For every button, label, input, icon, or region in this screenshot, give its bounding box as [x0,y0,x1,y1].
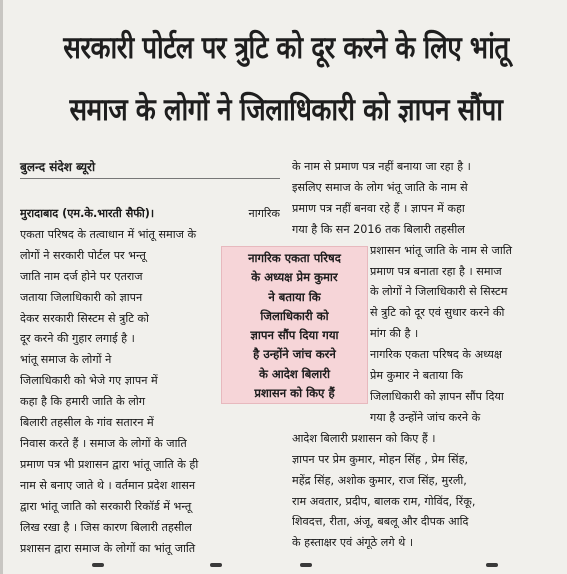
text-line: लोगों ने सरकारी पोर्टल पर भन्तू [20,248,146,262]
text-line: भांतू समाज के लोगों ने [20,353,112,367]
cropped-text-fragment [300,563,312,567]
dateline: मुरादाबाद (एम.के.भारती सैफी)। [20,207,155,220]
text-line: जिलाधिकारी को ज्ञापन सौंप दिया [370,389,504,403]
byline: बुलन्द संदेश ब्यूरो [20,160,96,174]
text-line: लिख रखा है । जिस कारण बिलारी तहसील [20,520,192,534]
text-line: एकता परिषद के तत्वाधान में भांतू समाज के [20,227,197,241]
cropped-text-fragment [210,563,222,567]
text-line: जताया जिलाधिकारी को ज्ञापन [20,290,143,304]
text-line: नागरिक एकता परिषद के अध्यक्ष [370,348,502,362]
text-line: से त्रुटि को दूर एवं सुधार करने की [370,306,505,320]
headline-line-1: सरकारी पोर्टल पर त्रुटि को दूर करने के लिए भांतू [63,30,509,66]
text-line: कहा है कि हमारी जाति के लोग [20,395,146,409]
cropped-text-fragment [92,563,104,567]
text-line: महेंद्र सिंह, अशोक कुमार, राज सिंह, मुरली, [292,473,467,487]
text-line: देकर सरकारी सिस्टम से त्रुटि को [20,311,149,325]
text-line: प्रशासन भांतू जाति के नाम से जाति [370,243,513,257]
text-line: निवास करते हैं । समाज के लोगों के जाति [20,436,187,450]
pull-quote-line: प्रशासन को किए हैं [254,386,335,401]
text-line: प्रशासन द्वारा समाज के लोगों का भांतू जाति [20,541,196,555]
byline-rule [20,178,280,179]
text-line: के नाम से प्रमाण पत्र नहीं बनाया जा रहा है । [292,160,471,173]
text-line: आदेश बिलारी प्रशासन को किए हैं । [292,431,436,445]
text-line: नागरिक [248,207,280,220]
text-line: राम अवतार, प्रदीप, बालक राम, गोविंद, रिंकू, [292,494,476,508]
text-line: नाम से बनाए जाते थे । वर्तमान प्रदेश शासन [20,478,196,492]
pull-quote-line: नागरिक एकता परिषद [248,251,341,265]
clip-left-edge [0,0,3,574]
pull-quote-line: है उन्होंने जांच करने [253,347,336,362]
text-line: प्रमाण पत्र भी प्रशासन द्वारा भांतू जाति के ही [20,457,199,471]
text-line: इसलिए समाज के लोग भंतू जाति के नाम से [292,180,468,194]
column2-paragraph-3 [292,450,553,555]
text-line: के लोगों ने जिलाधिकारी से सिस्टम [370,285,508,299]
pull-quote-line: के अध्यक्ष प्रेम कुमार [251,270,338,285]
text-line: प्रमाण पत्र नहीं बनवा रहे हैं । ज्ञापन में कहा [292,201,465,215]
text-line: बिलारी तहसील के गांव सतारन में [20,416,154,430]
text-line: मांग की है । [370,327,419,341]
text-line: द्वारा भांतू जाति को सरकारी रिकॉर्ड में भन्तू [20,499,192,513]
text-line: के हस्ताक्षर एवं अंगूठे लगे थे । [292,536,414,550]
pull-quote [221,246,368,404]
headline-line-2: समाज के लोगों ने जिलाधिकारी को ज्ञापन सौंपा [69,92,503,128]
text-line [20,204,280,225]
text-line: जाति नाम दर्ज होने पर एतराज [20,269,143,283]
pull-quote-line: ज्ञापन सौंप दिया गया [250,328,339,343]
text-line: शिवदत्त, रीता, अंजू, बबलू और दीपक आदि [292,515,469,529]
pull-quote-line: ने बताया कि [268,289,321,304]
text-line: गया है कि सन 2016 तक बिलारी तहसील [292,222,465,236]
cropped-text-fragment [486,563,498,567]
text-line: गया है उन्होंने जांच करने के [370,410,481,424]
text-line: जिलाधिकारी को भेजे गए ज्ञापन में [20,374,158,388]
text-line: ज्ञापन पर प्रेम कुमार, मोहन सिंह , प्रेम सिंह, [292,452,469,466]
text-line: दूर करने की गुहार लगाई है । [20,332,135,346]
text-line: प्रमाण पत्र बनाता रहा है । समाज [370,264,502,278]
text-line: प्रेम कुमार ने बताया कि [370,369,463,383]
pull-quote-line: के आदेश बिलारी [258,366,331,381]
pull-quote-line: जिलाधिकारी को [260,308,329,323]
